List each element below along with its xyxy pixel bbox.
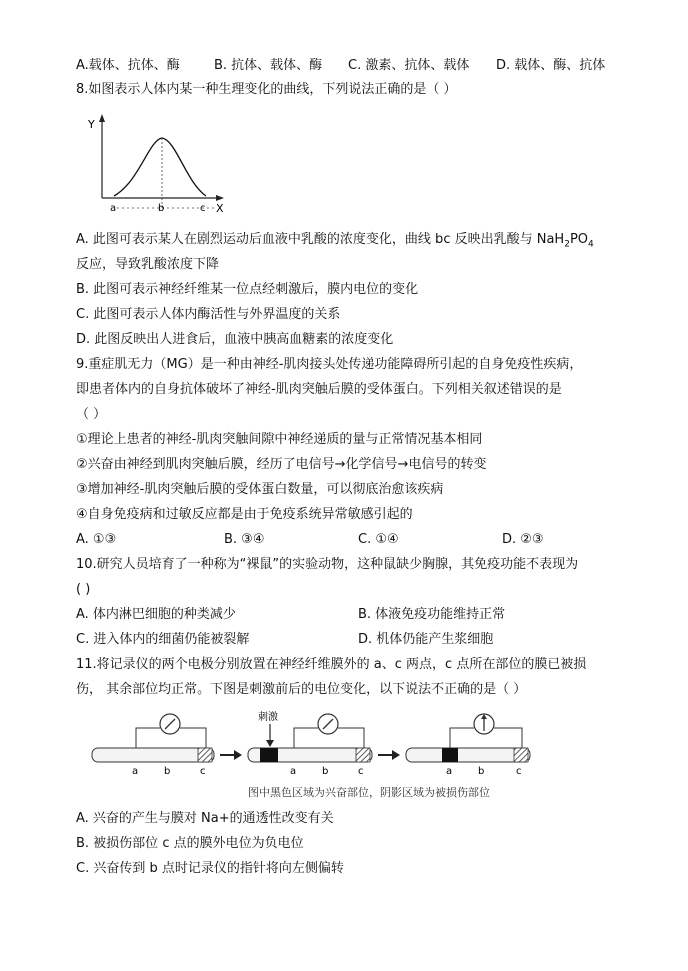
- q11-p2-c: c: [358, 766, 364, 777]
- q11-p3-c: c: [516, 766, 522, 777]
- q11-p1-a: a: [132, 766, 139, 777]
- q8-sub-2: 2: [564, 239, 570, 250]
- q8-y-label: Y: [88, 118, 95, 131]
- q10-stem-line1: 10.研究人员培育了一种称为“裸鼠”的实验动物，这种鼠缺少胸腺，其免疫功能不表现为: [76, 557, 579, 572]
- q11-p1-c: c: [200, 766, 206, 777]
- q11-option-b: B. 被损伤部位 c 点的膜外电位为负电位: [76, 836, 304, 851]
- q9-statement-1: ①理论上患者的神经-肌肉突触间隙中神经递质的量与正常情况基本相同: [76, 432, 483, 447]
- q11-excited-3: [442, 748, 458, 762]
- q11-p3-b: b: [478, 766, 485, 777]
- q11-p1-b: b: [164, 766, 171, 777]
- q8-graph: [84, 112, 244, 222]
- q11-p2-b: b: [322, 766, 329, 777]
- q8-x-label: X: [216, 202, 224, 215]
- q8-po: PO: [569, 232, 589, 247]
- q10-option-c: C. 进入体内的细菌仍能被裂解: [76, 632, 250, 647]
- q8-option-b: B. 此图可表示神经纤维某一位点经刺激后，膜内电位的变化: [76, 282, 419, 297]
- q11-damaged-3: [514, 748, 528, 762]
- q11-figure-caption: 图中黑色区域为兴奋部位，阴影区域为被损伤部位: [248, 786, 490, 799]
- q8-option-c: C. 此图可表示人体内酶活性与外界温度的关系: [76, 307, 341, 322]
- q9-statement-2: ②兴奋由神经到肌肉突触后膜，经历了电信号→化学信号→电信号的转变: [76, 457, 487, 472]
- q10-stem-line2: ( ): [76, 582, 91, 597]
- q11-p2-a: a: [290, 766, 297, 777]
- q11-p3-a: a: [446, 766, 453, 777]
- q8-y-arrow: [99, 114, 105, 122]
- q9-stem-line1: 9.重症肌无力（MG）是一种由神经-肌肉接头处传递功能障碍所引起的自身免疫性疾病，: [76, 357, 583, 372]
- q8-option-a-line1: [76, 231, 594, 254]
- q7-option-c: C. 激素、抗体、载体: [348, 58, 470, 73]
- q9-statement-3: ③增加神经-肌肉突触后膜的受体蛋白数量，可以彻底治愈该疾病: [76, 482, 444, 497]
- q11-panel-after: [406, 714, 530, 777]
- q8-option-a-text: A. 此图可表示某人在剧烈运动后血液中乳酸的浓度变化，曲线 bc 反映出乳酸与 NaH: [76, 232, 565, 247]
- q8-curve: [114, 138, 206, 196]
- q8-point-b: b: [158, 203, 165, 214]
- q11-damaged-2: [356, 748, 370, 762]
- q9-option-c: C. ①④: [358, 532, 399, 547]
- q11-fiber-3: [406, 748, 530, 762]
- q11-stem-line2: 伤， 其余部位均正常。下图是刺激前后的电位变化，以下说法不正确的是（ ）: [76, 682, 527, 697]
- q11-arrow-1: [220, 750, 242, 760]
- q11-stem-line1: 11.将记录仪的两个电极分别放置在神经纤维膜外的 a、c 两点，c 点所在部位的膜已被损: [76, 657, 587, 672]
- q11-panel-before: [92, 714, 214, 777]
- q9-stem-line3: （ ）: [76, 407, 107, 422]
- q11-figure: [88, 706, 548, 784]
- q8-option-d: D. 此图反映出人进食后，血液中胰高血糖素的浓度变化: [76, 332, 394, 347]
- q8-x-arrow: [216, 195, 224, 201]
- q11-option-c: C. 兴奋传到 b 点时记录仪的指针将向左侧偏转: [76, 861, 344, 876]
- q11-option-a: A. 兴奋的产生与膜对 Na+的通透性改变有关: [76, 811, 334, 826]
- q11-damaged-1: [198, 748, 212, 762]
- q11-excited-2: [260, 748, 278, 762]
- q10-option-d: D. 机体仍能产生浆细胞: [358, 632, 494, 647]
- q11-arrow-2: [378, 750, 400, 760]
- q9-option-d: D. ②③: [502, 532, 544, 547]
- q7-option-d: D. 载体、酶、抗体: [496, 58, 606, 73]
- q10-option-a: A. 体内淋巴细胞的种类减少: [76, 607, 236, 622]
- q7-option-a: A.载体、抗体、酶: [76, 58, 180, 73]
- q11-stimulus-label: 刺激: [258, 712, 278, 723]
- q9-option-a: A. ①③: [76, 532, 117, 547]
- q7-option-b: B. 抗体、载体、酶: [214, 58, 323, 73]
- q11-panel-stimulus: [248, 710, 372, 777]
- q8-sub-4: 4: [588, 239, 594, 250]
- q8-point-c: c: [200, 203, 206, 214]
- q8-option-a-line2: 反应，导致乳酸浓度下降: [76, 257, 220, 272]
- q10-option-b: B. 体液免疫功能维持正常: [358, 607, 506, 622]
- q9-statement-4: ④自身免疫病和过敏反应都是由于免疫系统异常敏感引起的: [76, 507, 413, 522]
- q8-stem: 8.如图表示人体内某一种生理变化的曲线，下列说法正确的是（ ）: [76, 82, 457, 97]
- q11-fiber-1: [92, 748, 214, 762]
- q8-point-a: a: [110, 203, 117, 214]
- q9-stem-line2: 即患者体内的自身抗体破坏了神经-肌肉突触后膜的受体蛋白。下列相关叙述错误的是: [76, 382, 562, 397]
- q9-option-b: B. ③④: [224, 532, 265, 547]
